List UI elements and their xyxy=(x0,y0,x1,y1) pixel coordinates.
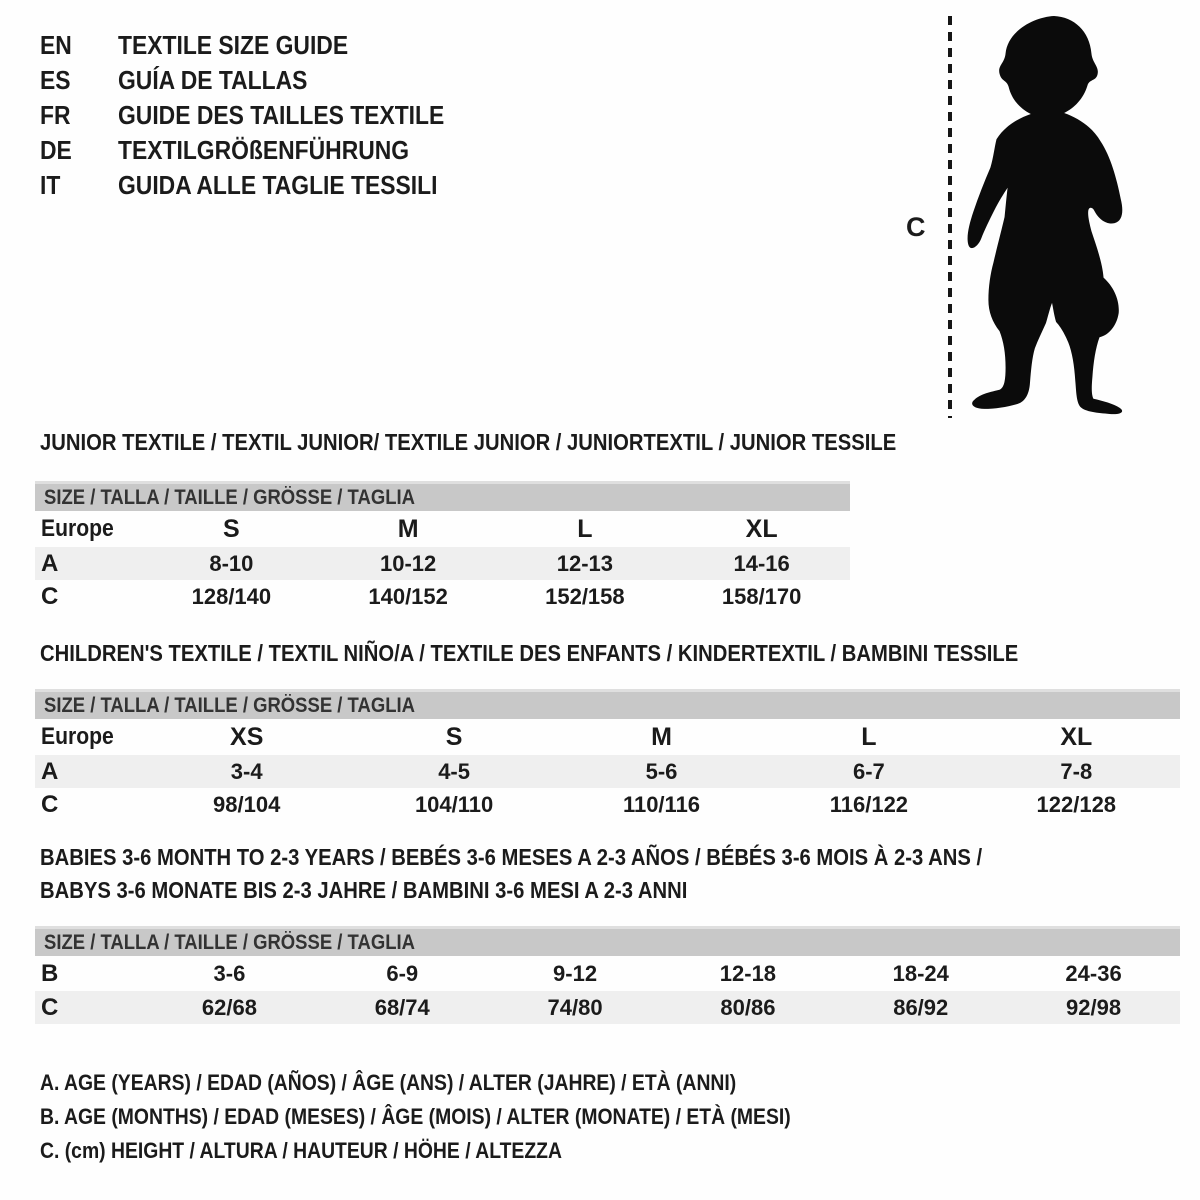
toddler-silhouette xyxy=(960,14,1136,418)
value-cell: 158/170 xyxy=(721,583,802,609)
row-label: Europe xyxy=(41,515,114,542)
value-cell: 140/152 xyxy=(368,583,448,609)
value-cell: 122/128 xyxy=(1036,791,1117,817)
value-cell: 68/74 xyxy=(374,994,430,1020)
children-section-title: CHILDREN'S TEXTILE / TEXTIL NIÑO/A / TEXTILE DES ENFANTS / KINDERTEXTIL / BAMBINI TESSILE xyxy=(40,640,1019,666)
height-measure-dashed-line xyxy=(948,16,952,418)
value-cell: 3-6 xyxy=(213,960,246,986)
value-cell: 128/140 xyxy=(191,583,272,609)
row-label: C xyxy=(41,582,59,610)
guide-title-es: GUÍA DE TALLAS xyxy=(118,65,308,95)
value-cell: 5-6 xyxy=(645,758,678,784)
junior-size-table xyxy=(35,481,850,613)
size-header: SIZE / TALLA / TAILLE / GRÖSSE / TAGLIA xyxy=(44,930,415,954)
legend-line-b: B. AGE (MONTHS) / EDAD (MESES) / ÂGE (MOIS) / ALTER (MONATE) / ETÀ (MESI) xyxy=(40,1104,791,1129)
table-row xyxy=(35,991,1180,1024)
row-label: Europe xyxy=(41,723,114,750)
size-cell: XL xyxy=(745,514,778,543)
language-code: ES xyxy=(40,65,71,95)
value-cell: 10-12 xyxy=(379,550,437,576)
babies-section-title-line1: BABIES 3-6 MONTH TO 2-3 YEARS / BEBÉS 3-6 MESES A 2-3 AÑOS / BÉBÉS 3-6 MOIS À 2-3 ANS / xyxy=(40,844,983,870)
height-measure-label: C xyxy=(906,212,926,242)
table-row xyxy=(35,755,1180,788)
row-label: C xyxy=(41,790,59,818)
table-row xyxy=(35,719,1180,755)
size-header: SIZE / TALLA / TAILLE / GRÖSSE / TAGLIA xyxy=(44,693,415,717)
table-row xyxy=(35,788,1180,821)
size-cell: L xyxy=(861,722,877,751)
language-row-it xyxy=(40,168,489,203)
size-cell: S xyxy=(223,514,240,543)
guide-title-fr: GUIDE DES TAILLES TEXTILE xyxy=(118,100,445,130)
size-header: SIZE / TALLA / TAILLE / GRÖSSE / TAGLIA xyxy=(44,485,415,509)
value-cell: 152/158 xyxy=(545,583,625,609)
row-label: A xyxy=(41,757,59,785)
value-cell: 62/68 xyxy=(201,994,257,1020)
legend-line-a: A. AGE (YEARS) / EDAD (AÑOS) / ÂGE (ANS) / ALTER (JAHRE) / ETÀ (ANNI) xyxy=(40,1070,737,1095)
value-cell: 86/92 xyxy=(893,994,949,1020)
size-cell: XL xyxy=(1060,722,1093,751)
language-row-de xyxy=(40,133,489,168)
value-cell: 6-9 xyxy=(386,960,419,986)
value-cell: 80/86 xyxy=(720,994,776,1020)
language-code: DE xyxy=(40,135,72,165)
table-row xyxy=(35,580,850,613)
language-row-en xyxy=(40,28,489,63)
guide-title-it: GUIDA ALLE TAGLIE TESSILI xyxy=(118,170,438,200)
size-cell: XS xyxy=(230,722,264,751)
value-cell: 12-13 xyxy=(556,550,614,576)
value-cell: 14-16 xyxy=(733,550,790,576)
value-cell: 6-7 xyxy=(852,758,885,784)
value-cell: 104/110 xyxy=(414,791,494,817)
size-cell: M xyxy=(397,514,419,543)
table-row xyxy=(35,511,850,547)
value-cell: 98/104 xyxy=(213,791,281,817)
size-cell: M xyxy=(651,722,672,751)
babies-size-table xyxy=(35,926,1180,1024)
language-row-es xyxy=(40,63,489,98)
value-cell: 4-5 xyxy=(438,758,470,784)
row-label: A xyxy=(41,549,59,577)
guide-title-en: TEXTILE SIZE GUIDE xyxy=(118,30,349,60)
table-row xyxy=(35,956,1180,991)
row-label: B xyxy=(41,959,59,987)
babies-section-title-line2: BABYS 3-6 MONATE BIS 2-3 JAHRE / BAMBINI 3-6 MESI A 2-3 ANNI xyxy=(40,877,688,903)
row-label: C xyxy=(41,993,59,1021)
measurement-legend xyxy=(40,1066,893,1168)
value-cell: 12-18 xyxy=(719,960,777,986)
language-code: FR xyxy=(40,100,71,130)
table-row xyxy=(35,547,850,580)
value-cell: 92/98 xyxy=(1066,994,1122,1020)
value-cell: 8-10 xyxy=(209,550,254,576)
language-code: EN xyxy=(40,30,72,60)
value-cell: 74/80 xyxy=(547,994,603,1020)
value-cell: 18-24 xyxy=(892,960,949,986)
value-cell: 9-12 xyxy=(553,960,598,986)
value-cell: 110/116 xyxy=(622,791,701,817)
language-row-fr xyxy=(40,98,489,133)
value-cell: 7-8 xyxy=(1060,758,1093,784)
value-cell: 3-4 xyxy=(230,758,263,784)
size-cell: S xyxy=(445,722,463,751)
language-title-list xyxy=(40,28,489,203)
children-size-table xyxy=(35,689,1180,821)
value-cell: 116/122 xyxy=(829,791,909,817)
junior-section-title: JUNIOR TEXTILE / TEXTIL JUNIOR/ TEXTILE JUNIOR / JUNIORTEXTIL / JUNIOR TESSILE xyxy=(40,429,897,455)
language-code: IT xyxy=(40,170,61,200)
legend-line-c: C. (cm) HEIGHT / ALTURA / HAUTEUR / HÖHE / ALTEZZA xyxy=(40,1138,562,1163)
size-cell: L xyxy=(577,514,593,543)
guide-title-de: TEXTILGRÖßENFÜHRUNG xyxy=(118,135,410,165)
value-cell: 24-36 xyxy=(1065,960,1122,986)
